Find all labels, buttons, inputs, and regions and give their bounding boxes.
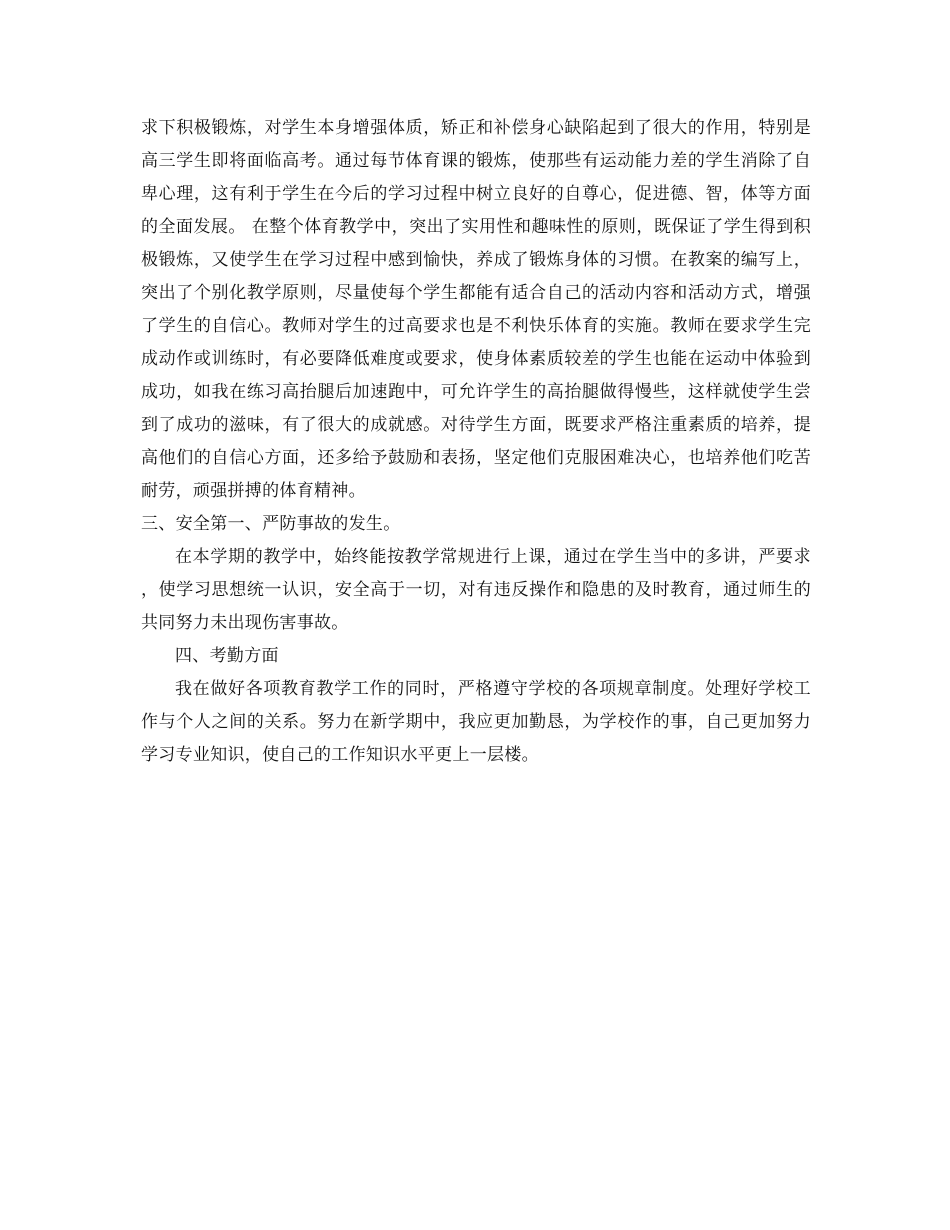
document-body <box>141 112 811 772</box>
section-heading-safety: 三、安全第一、严防事故的发生。 <box>141 514 401 534</box>
paragraph-attendance: 我在做好各项教育教学工作的同时，严格遵守学校的各项规章制度。处理好学校工作与个人之间的关系。努力在新学期中，我应更加勤恳，为学校作的事，自己更加努力学习专业知识，使自己的工作知识水平更上一层楼。 <box>141 679 811 765</box>
paragraph-safety: 在本学期的教学中，始终能按教学常规进行上课，通过在学生当中的多讲，严要求，使学习思想统一认识，安全高于一切，对有违反操作和隐患的及时教育，通过师生的共同努力未出现伤害事故。 <box>141 547 811 633</box>
section-heading-attendance: 四、考勤方面 <box>175 646 279 666</box>
paragraph-physical-education-summary: 求下积极锻炼，对学生本身增强体质，矫正和补偿身心缺陷起到了很大的作用，特别是高三学生即将面临高考。通过每节体育课的锻炼，使那些有运动能力差的学生消除了自卑心理，这有利于学生在今后的学习过程中树立良好的自尊心，促进德、智，体等方面的全面发展。 在整个体育教学中，突出了实用性和趣味性的原则，既保证了学生得到积极锻炼，又使学生在学习过程中感到愉快，养成了锻炼身体的习惯。在教案的编写上，突出了个别化教学原则，尽量使每个学生都能有适合自己的活动内容和活动方式，增强了学生的自信心。教师对学生的过高要求也是不利快乐体育的实施。教师在要求学生完成动作或训练时，有必要降低难度或要求，使身体素质较差的学生也能在运动中体验到成功，如我在练习高抬腿后加速跑中，可允许学生的高抬腿做得慢些，这样就使学生尝到了成功的滋味，有了很大的成就感。对待学生方面，既要求严格注重素质的培养，提高他们的自信心方面，还多给予鼓励和表扬，坚定他们克服困难决心，也培养他们吃苦耐劳，顽强拼搏的体育精神。 <box>141 118 811 501</box>
